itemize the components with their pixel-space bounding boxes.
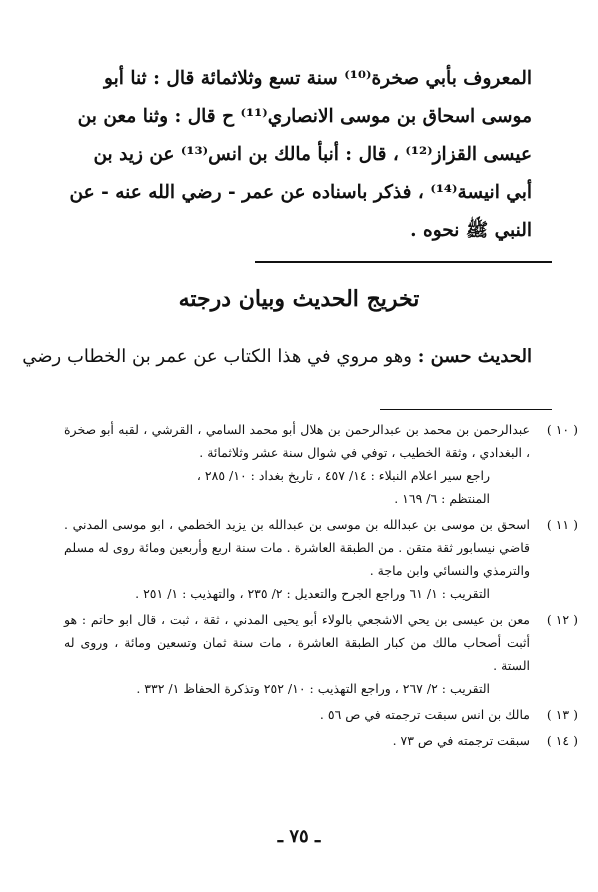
footnote-divider [380, 409, 552, 410]
footnote-number: ( ١١ ) [546, 517, 578, 532]
footnote-body: عبدالرحمن بن محمد بن عبدالرحمن بن هلال أبو محمد السامي ، القرشي ، لقبه أبو صخرة ، البغدادي ، وثقة الخطيب ، توفي في شوال سنة عشر وثلاثمائة . [64, 422, 530, 460]
main-text-line: النبي ﷺ نحوه . [410, 220, 532, 241]
status-text: وهو مروي في هذا الكتاب عن عمر بن الخطاب رضي [22, 346, 412, 367]
main-text-line: أبي انيسة⁽¹⁴⁾ ، فذكر باسناده عن عمر - رضي الله عنه - عن [69, 182, 532, 203]
footnote-number: ( ١٤ ) [546, 733, 578, 748]
main-text-line: المعروف بأبي صخرة⁽¹⁰⁾ سنة تسع وثلاثمائة قال : ثنا أبو [104, 68, 532, 89]
footnote-reference: المنتظم : ٦/ ١٦٩ . [394, 491, 490, 506]
footnote-body: اسحق بن موسى بن عبدالله بن موسى بن عبدالله بن يزيد الخطمي ، ابو موسى المدني . قاضي نيسابور ثقة متقن . من الطبقة العاشرة . مات سنة اربع وأربعين ومائة روى له مسلم والترمذي والنسائي وابن ماجة . [64, 517, 530, 578]
footnote-13 [64, 703, 578, 726]
footnote-number: ( ١٠ ) [546, 422, 578, 437]
hadith-status [22, 346, 532, 367]
section-heading: تخريج الحديث وبيان درجته [178, 286, 420, 312]
footnote-body: مالك بن انس سبقت ترجمته في ص ٥٦ . [319, 707, 530, 722]
footnote-11 [64, 513, 578, 605]
page-number: ـ ٧٥ ـ [277, 826, 321, 847]
footnote-reference: التقريب : ٢/ ٢٦٧ ، وراجع التهذيب : ١٠/ ٢٥٢ وتذكرة الحفاظ ١/ ٣٣٢ . [136, 681, 490, 696]
footnote-12 [64, 608, 578, 700]
footnote-number: ( ١٢ ) [546, 612, 578, 627]
footnote-body: سبقت ترجمته في ص ٧٣ . [392, 733, 530, 748]
divider [255, 261, 552, 263]
footnote-number: ( ١٣ ) [546, 707, 578, 722]
footnote-reference: التقريب : ١/ ٦١ وراجع الجرح والتعديل : ٢/ ٢٣٥ ، والتهذيب : ١/ ٢٥١ . [135, 586, 490, 601]
main-text [70, 60, 532, 250]
main-text-line: موسى اسحاق بن موسى الانصاري⁽¹¹⁾ ح قال : وثنا معن بن [77, 106, 532, 127]
footnote-body: معن بن عيسى بن يحي الاشجعي بالولاء أبو يحيى المدني ، ثقة ، ثبت ، قال ابو حاتم : هو أثبت أصحاب مالك من كبار الطبقة العاشرة ، مات سنة ثمان وتسعين ومائة ، وروى له الستة . [64, 612, 530, 673]
footnote-10 [64, 418, 578, 510]
footnote-14 [64, 729, 578, 752]
status-label: الحديث حسن : [417, 346, 532, 367]
main-text-line: عيسى القزاز⁽¹²⁾ ، قال : أنبأ مالك بن انس⁽¹³⁾ عن زيد بن [93, 144, 532, 165]
footnote-reference: راجع سير اعلام النبلاء : ١٤/ ٤٥٧ ، تاريخ بغداد : ١٠/ ٢٨٥ ، [196, 468, 490, 483]
footnotes [64, 418, 578, 755]
